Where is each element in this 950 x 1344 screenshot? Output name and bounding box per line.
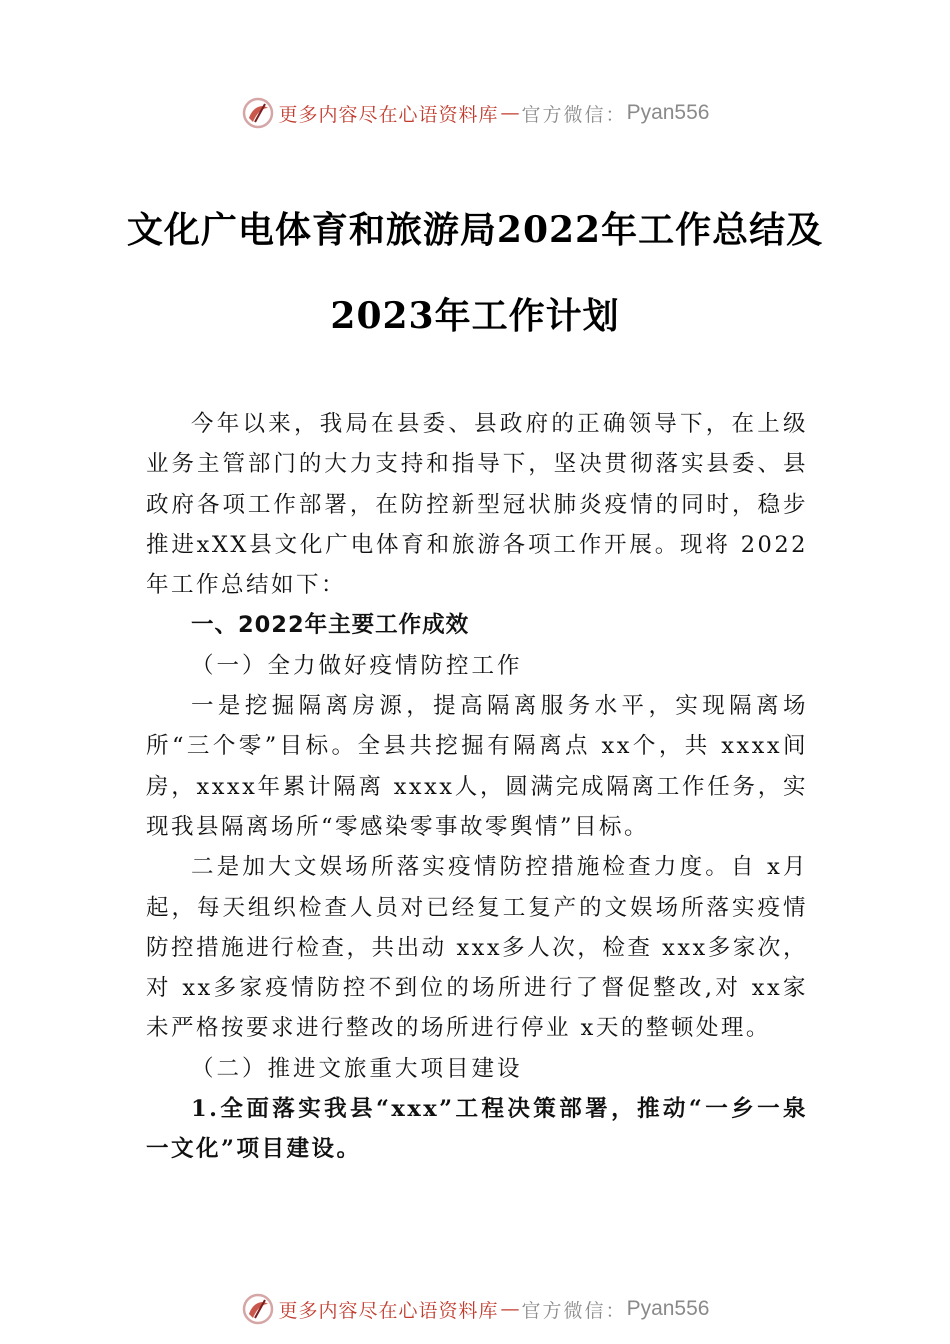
document-title-line-1: 文化广电体育和旅游局2022年工作总结及 [126, 209, 824, 251]
intro-paragraph: 今年以来，我局在县委、县政府的正确领导下，在上级业务主管部门的大力支持和指导下，坚决贯彻落实县委、县政府各项工作部署，在防控新型冠状肺炎疫情的同时，稳步推进xXX县文化广电体育和旅游各项工作开展。现将 2022年工作总结如下： [146, 411, 808, 599]
footer-banner [0, 1289, 950, 1329]
banner-wechat-id: Pyan556 [626, 101, 710, 124]
banner-brand-text: 更多内容尽在心语资料库 [278, 1299, 499, 1322]
banner-dash: — [500, 1298, 520, 1320]
section-heading-1: 一、2022年主要工作成效 [191, 612, 470, 639]
subsection-heading-2: （二）推进文旅重大项目建设 [191, 1055, 523, 1082]
banner-brand-text: 更多内容尽在心语资料库 [278, 103, 499, 126]
document-title-line-2: 2023年工作计划 [330, 295, 620, 337]
document-body [146, 404, 808, 1170]
paragraph-inspection: 二是加大文娱场所落实疫情防控措施检查力度。自 x月起，每天组织检查人员对已经复工复产的文娱场所落实疫情防控措施进行检查，共出动 xxx多人次，检查 xxx多家次，对 xx多家疫情防控不到位的场所进行了督促整改,对 xx家未严格按要求进行整改的场所进行停业 x天的整顿处理。 [146, 854, 808, 1042]
item-heading-1: 1.全面落实我县“xxx”工程决策部署，推动“一乡一泉一文化”项目建设。 [146, 1096, 808, 1163]
subsection-heading-1: （一）全力做好疫情防控工作 [191, 652, 523, 679]
header-banner [0, 93, 950, 133]
paragraph-quarantine: 一是挖掘隔离房源，提高隔离服务水平，实现隔离场所“三个零”目标。全县共挖掘有隔离点 xx个，共 xxxx间房，xxxx年累计隔离 xxxx人，圆满完成隔离工作任务，实现我县隔离场所“零感染零事故零舆情”目标。 [146, 693, 808, 840]
brand-logo-icon [241, 1292, 275, 1326]
banner-dash: — [500, 102, 520, 124]
brand-logo-icon [241, 96, 275, 130]
banner-wechat-id: Pyan556 [626, 1297, 710, 1320]
banner-wechat-label: 官方微信： [521, 103, 627, 126]
banner-wechat-label: 官方微信： [521, 1299, 627, 1322]
